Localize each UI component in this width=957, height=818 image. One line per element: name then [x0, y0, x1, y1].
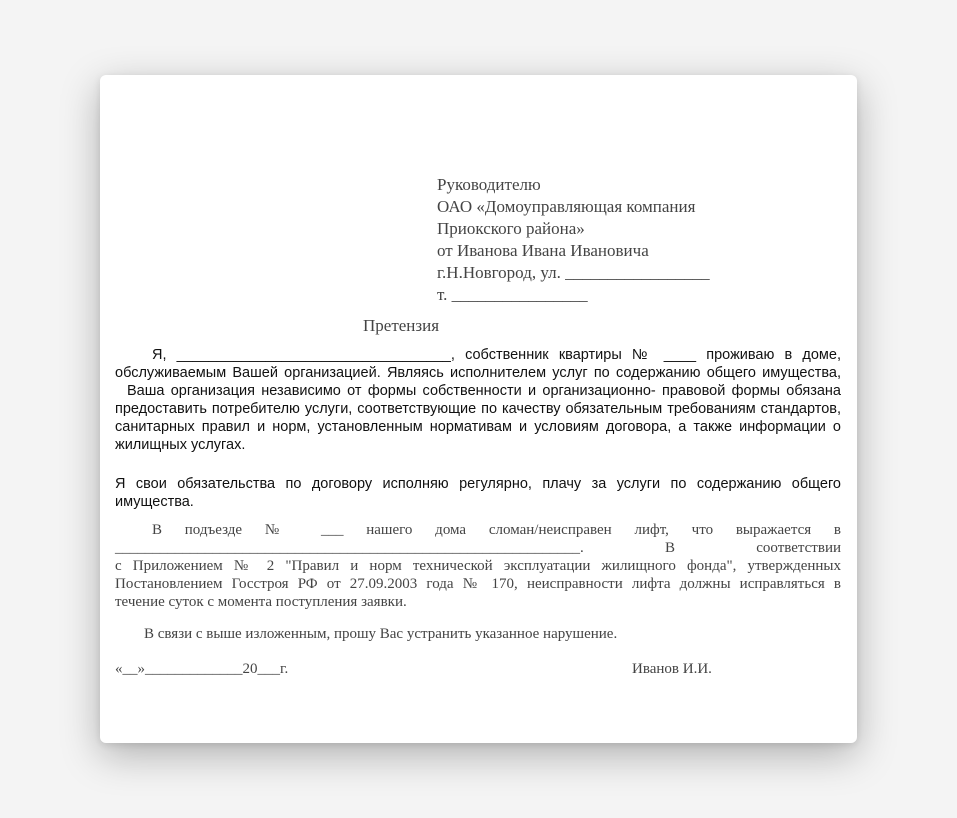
addressee-line: Приокского района» — [437, 219, 585, 238]
text-line: с Приложением № 2 "Правил и норм технической эксплуатации жилищного фонда", утвержденных — [115, 558, 841, 574]
text-line: санитарных правил и норм, установленным нормативам и условиям договора, а также информации о — [115, 419, 841, 435]
document-title: Претензия — [363, 316, 440, 335]
addressee-line: г.Н.Новгород, ул. _________________ — [437, 263, 710, 282]
signature: Иванов И.И. — [632, 661, 712, 677]
text-line: имущества. — [115, 494, 194, 510]
text-line: Постановлением Госстроя РФ от 27.09.2003 года № 170, неисправности лифта должны исправляться в — [115, 576, 841, 592]
paragraph-obligations — [115, 475, 841, 511]
text-line: обслуживаемым Вашей организацией. Являясь исполнителем услуг по содержанию общего имущества, — [115, 365, 841, 381]
text-line: предоставить потребителю услуги, соответствующие по качеству обязательным требованиям стандартов, — [115, 401, 841, 417]
addressee-line: Руководителю — [437, 175, 541, 194]
paragraph-claim — [115, 346, 841, 454]
text-line: Ваша организация независимо от формы собственности и организационно- правовой формы обязана — [127, 383, 841, 399]
text-line: течение суток с момента поступления заявки. — [115, 594, 407, 610]
paragraph-elevator — [115, 521, 841, 611]
text-line: Я свои обязательства по договору исполняю регулярно, плачу за услуги по содержанию общего — [115, 476, 841, 492]
text-line: жилищных услугах. — [115, 437, 246, 453]
addressee-line: от Иванова Ивана Ивановича — [437, 241, 649, 260]
addressee-line: т. ________________ — [437, 285, 588, 304]
text-line: Я, __________________________________, собственник квартиры № ____ проживаю в доме, — [152, 347, 841, 363]
paragraph-request: В связи с выше изложенным, прошу Вас устранить указанное нарушение. — [144, 626, 618, 642]
date-line: «__»_____________20___г. — [115, 661, 289, 677]
addressee-line: ОАО «Домоуправляющая компания — [437, 197, 696, 216]
text-line: ______________________________________________________________. В соответствии — [115, 540, 841, 556]
text-line: В подъезде № ___ нашего дома сломан/неисправен лифт, что выражается в — [152, 522, 841, 538]
document-page — [100, 75, 857, 743]
addressee-block — [437, 174, 710, 306]
